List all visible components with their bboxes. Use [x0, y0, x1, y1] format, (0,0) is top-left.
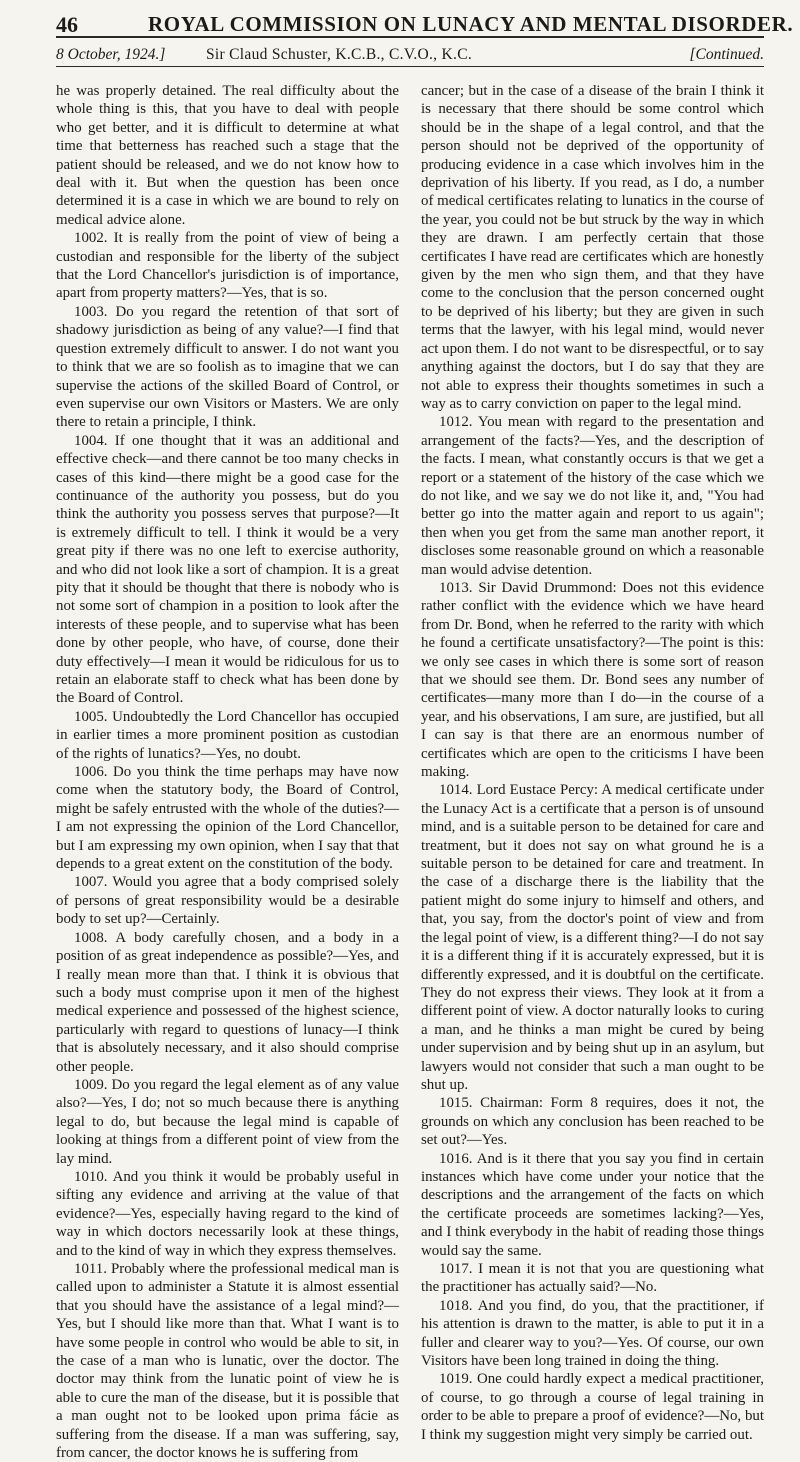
paragraph: 1014. Lord Eustace Percy: A medical certificate under the Lunacy Act is a certificate that a person is of unsound mind, and is a suitable person to be detained for care and treatment, but it does not say on what ground he is a suitable person to be detained for care and treatment. In the case of a discharge there is the liability that the patient might do some injury to himself and others, and that, you say, from the doctor's point of view and from the legal point of view, is a different thing?—I do not say it is a different thing if it is accurately expressed, but it is differently expressed, and it is doubtful on the certificate. They do not express their views. They look at it from a different point of view. A doctor naturally looks to curing a man, and he thinks a man might be cured by being under supervision and by being shut up in an asylum, but lawyers would not consider that such a man ought to be shut up.	[421, 782, 764, 1093]
paragraph: 1002. It is really from the point of view of being a custodian and responsible for the liberty of the subject that the Lord Chancellor's jurisdiction is of importance, apart from property matters?—Yes, that is so.	[56, 230, 399, 302]
header-rule	[56, 36, 764, 38]
paragraph: 1006. Do you think the time perhaps may have now come when the statutory body, the Board of Control, might be safely entrusted with the whole of the duties?—I am not expressing the opinion of the Lord Chancellor, but I am expressing my own opinion, when I say that that depends to a great extent on the constitution of the body.	[56, 764, 399, 873]
paragraph: 1012. You mean with regard to the presentation and arrangement of the facts?—Yes, and the description of the facts. I mean, what constantly occurs is that we get a report or a statement of the history of the case which we do not like, and we say we do not like it, and, "You had better go into the matter again and report to us again"; then when you get from the same man another report, it discloses some reasonable ground on which a reasonable man would advise detention.	[421, 414, 764, 578]
paragraph: 1003. Do you regard the retention of that sort of shadowy jurisdiction as being of any value?—I find that question extremely difficult to answer. I do not want you to think that we are so foolish as to imagine that we can supervise the actions of the skilled Board of Control, or even supervise our own Visitors or Masters. We are only there to retain a principle, I think.	[56, 303, 399, 431]
paragraph: he was properly detained. The real difficulty about the whole thing is this, that you have to deal with people who get better, and it is difficult to determine at what time that betterness has reached such a stage that the patient should be released, and we do not know how to deal with it. But when the question has been once determined it is a case in which we are bound to rely on medical advice alone.	[56, 83, 399, 228]
paragraph: 1005. Undoubtedly the Lord Chancellor has occupied in earlier times a more prominent position as custodian of the rights of lunatics?—Yes, no doubt.	[56, 708, 399, 762]
left-column	[56, 82, 399, 1462]
subheader-rule	[56, 66, 764, 67]
paragraph: 1018. And you find, do you, that the practitioner, if his attention is drawn to the matter, is able to put it in a fuller and clearer way to you?—Yes. Of course, our own Visitors have been long trained in doing the thing.	[421, 1297, 764, 1370]
paragraph: 1004. If one thought that it was an additional and effective check—and there cannot be too many checks in cases of this kind—there might be a good case for the continuance of the authority you possess, but do you think the authority you possess serves that purpose?—It is extremely difficult to tell. I think it would be a very great pity if there was no one left to exercise authority, and who did not look like a sort of champion. It is a great pity that it should be thought that there is nobody who is not some sort of champion in a position to look after the interests of these people, and to supervise what has been done by other people, who have, of course, done their duty effectively—I mean it would be ridiculous for us to retain an elaborate staff to check what has been done by the Board of Control.	[56, 432, 399, 707]
paragraph: 1010. And you think it would be probably useful in sifting any evidence and arriving at the value of that evidence?—Yes, especially having regard to the kind of way in which doctors necessarily look at these things, and to the kind of way in which they express themselves.	[56, 1168, 399, 1259]
paragraph: 1016. And is it there that you say you find in certain instances which have come under your notice that the descriptions and the arrangement of the facts on which the certificate proceeds are sometimes lacking?—Yes, and I think everybody in the habit of reading those things would say the same.	[421, 1150, 764, 1259]
paragraph: 1008. A body carefully chosen, and a body in a position of as great independence as possible?—Yes, and I really mean more than that. I think it is obvious that such a body must comprise upon it men of the highest medical experience and possessed of the highest science, particularly with regard to questions of lunacy—I think that is absolutely necessary, and it also should comprise other people.	[56, 929, 399, 1075]
running-title: ROYAL COMMISSION ON LUNACY AND MENTAL DISORDER.	[148, 12, 794, 36]
paragraph: 1011. Probably where the professional medical man is called upon to administer a Statute it is almost essential that you should have the assistance of a legal mind?—Yes, but I should like more than that. What I want is to have some people in control who would be able to sit, in the case of a man who is lunatic, over the doctor. The doctor may think from the lunatic point of view he is able to cure the man of the disease, but it is possible that a man ought not to be looked upon prima fácie as suffering from the disease. If a man was suffering, say, from cancer, the doctor knows he is suffering from	[56, 1261, 399, 1462]
paragraph: 1017. I mean it is not that you are questioning what the practitioner has actually said?—No.	[421, 1261, 764, 1296]
paragraph: cancer; but in the case of a disease of the brain I think it is necessary that there should be some control which should be in the shape of a legal control, and that the person should not be deprived of the opportunity of producing evidence in a case which involves him in the deprivation of his liberty. If you read, as I do, a number of medical certificates relating to lunatics in the course of the year, you could not be but struck by the way in which they are drawn. I am perfectly certain that those certificates I have read are certificates which are honestly given by the men who sign them, and that they have come to the conclusion that the person concerned ought to be deprived of his liberty; but they are given in such terms that the lawyer, with his legal mind, would never act upon them. I do not want to be disrespectful, or to say anything against the doctors, but I do say that they are not able to express their thoughts sometimes in such a way as to carry conviction on paper to the legal mind.	[421, 83, 764, 412]
paragraph: 1015. Chairman: Form 8 requires, does it not, the grounds on which any conclusion has been reached to be set out?—Yes.	[421, 1095, 764, 1149]
paragraph: 1019. One could hardly expect a medical practitioner, of course, to go through a course of legal training in order to be able to prepare a proof of evidence?—No, but I think my suggestion might very simply be carried out.	[421, 1371, 764, 1443]
page-header	[56, 6, 794, 46]
text-columns	[56, 82, 764, 1462]
paragraph: 1007. Would you agree that a body comprised solely of persons of great responsibility would be a desirable body to set up?—Certainly.	[56, 874, 399, 928]
paragraph: 1013. Sir David Drummond: Does not this evidence rather conflict with the evidence which we have heard from Dr. Bond, when he referred to the rarity with which he found a certificate unsatisfactory?—The point is this: we only see cases in which there is some sort of reason that we should see them. Dr. Bond sees any number of certificates—many more than I do—in the course of a year, and his observations, I am sure, are justified, but all I can say is that there are an enormous number of certificates which are open to the criticisms I have been making.	[421, 579, 764, 781]
page-number: 46	[56, 12, 78, 37]
right-column	[421, 82, 764, 1443]
continued-label: [Continued.	[689, 46, 764, 63]
subheader	[56, 42, 764, 66]
paragraph: 1009. Do you regard the legal element as of any value also?—Yes, I do; not so much because there is anything legal to do, but because the legal mind is capable of looking at things from a different point of view from the lay mind.	[56, 1076, 399, 1167]
witness-name: Sir Claud Schuster, K.C.B., C.V.O., K.C.	[206, 46, 473, 63]
session-date: 8 October, 1924.]	[56, 46, 166, 63]
